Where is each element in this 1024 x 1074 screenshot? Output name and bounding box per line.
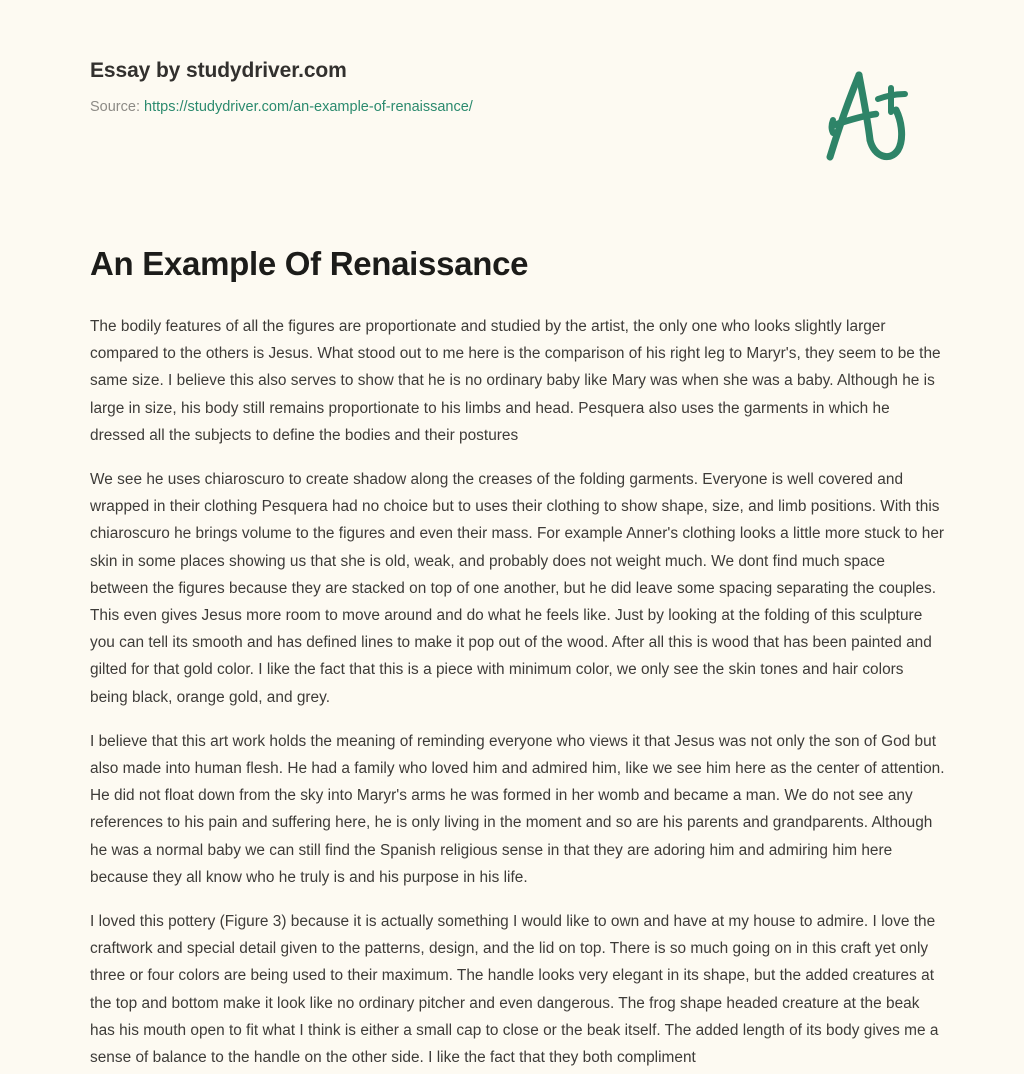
essay-paragraph: I loved this pottery (Figure 3) because it is actually something I would like to own and have at my house to admire. I love the craftwork and special detail given to the patterns, design, and the lid on top. There is so much going on in this craft yet only three or four colors are being used to their maximum. The handle looks very elegant in its shape, but the added creatures at the top and bottom make it look like no ordinary pitcher and even dangerous. The frog shape headed creature at the beak has his mouth open to fit what I think is either a small cap to close or the beak itself. The added length of its body gives me a sense of balance to the handle on the other side. I like the fact that they both compliment [90,913,939,1067]
header-text-block [90,58,790,117]
a-plus-logo-icon [812,62,916,172]
essay-paragraph: I believe that this art work holds the meaning of reminding everyone who views it that Jesus was not only the son of God but also made into human flesh. He had a family who loved him and admired him, like we see him here as the center of attention. He did not float down from the sky into Maryr's arms he was formed in her womb and became a man. We do not see any references to his pain and suffering here, he is only living in the moment and so are his parents and grandparents. Although he was a normal baby we can still find the Spanish religious sense in that they are adoring him and admiring him here because they all know who he truly is and his purpose in his life. [90,732,945,886]
page-title: An Example Of Renaissance [90,245,529,282]
essay-paragraph: The bodily features of all the figures are proportionate and studied by the artist, the only one who looks slightly larger compared to the others is Jesus. What stood out to me here is the comparison of his right leg to Maryr's, they seem to be the same size. I believe this also serves to show that he is no ordinary baby like Mary was when she was a baby. Although he is large in size, his body still remains proportionate to his limbs and head. Pesquera also uses the garments in which he dressed all the subjects to define the bodies and their postures [90,318,941,444]
essay-body [90,313,945,1071]
a-plus-logo [812,62,916,172]
source-url-link[interactable]: https://studydriver.com/an-example-of-renaissance/ [144,99,473,116]
essay-paragraph: We see he uses chiaroscuro to create shadow along the creases of the folding garments. Everyone is well covered and wrapped in their clothing Pesquera had no choice but to uses their clothing to show shape, size, and limb positions. With this chiaroscuro he brings volume to the figures and even their mass. For example Anner's clothing looks a little more stuck to her skin in some places showing us that she is old, weak, and probably does not weight much. We dont find much space between the figures because they are stacked on top of one another, but he did leave some spacing separating the couples. This even gives Jesus more room to move around and do what he feels like. Just by looking at the folding of this sculpture you can tell its smooth and has defined lines to make it pop out of the wood. After all this is wood that has been painted and gilted for that gold color. I like the fact that this is a piece with minimum color, we only see the skin tones and hair colors being black, orange gold, and grey. [90,471,945,706]
source-line [90,98,790,117]
source-label: Source: [90,99,140,116]
essay-byline: Essay by studydriver.com [90,59,347,82]
page-header [0,0,1024,200]
